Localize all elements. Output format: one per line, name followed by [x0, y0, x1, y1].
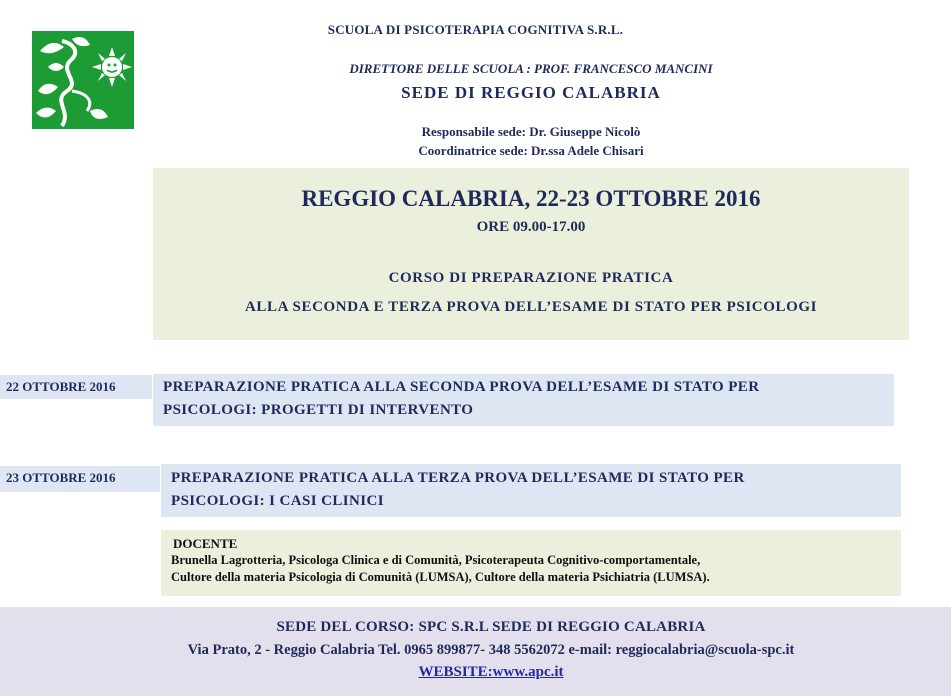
website-link[interactable]: WEBSITE:www.apc.it	[418, 664, 564, 680]
course-title-line2: ALLA SECONDA E TERZA PROVA DELL’ESAME DI STATO PER PSICOLOGI	[244, 299, 818, 315]
event-date: REGGIO CALABRIA, 22-23 OTTOBRE 2016	[301, 186, 761, 211]
footer-title: SEDE DEL CORSO: SPC S.R.L SEDE DI REGGIO CALABRIA	[276, 619, 706, 635]
docente-line1: Brunella Lagrotteria, Psicologa Clinica e di Comunità, Psicoterapeuta Cognitivo-comportamentale,	[171, 553, 701, 567]
docente-line2: Cultore della materia Psicologia di Comunità (LUMSA), Cultore della materia Psichiatria (LUMSA).	[171, 570, 710, 584]
school-name: SCUOLA DI PSICOTERAPIA COGNITIVA S.R.L.	[327, 22, 624, 37]
logo-plant-sun-icon	[32, 31, 134, 129]
school-logo	[32, 31, 134, 129]
event-box	[153, 168, 909, 340]
session-date-1: 22 OTTOBRE 2016	[0, 375, 152, 399]
session-1-line1: PREPARAZIONE PRATICA ALLA SECONDA PROVA DELL’ESAME DI STATO PER	[163, 379, 760, 395]
director-line: DIRETTORE DELLE SCUOLA : PROF. FRANCESCO MANCINI	[349, 61, 713, 76]
session-1-line2: PSICOLOGI: PROGETTI DI INTERVENTO	[163, 402, 474, 418]
docente-label: DOCENTE	[173, 536, 238, 551]
session-box-1	[153, 374, 894, 426]
coordinatrice-line: Coordinatrice sede: Dr.ssa Adele Chisari	[418, 143, 644, 158]
footer-website-row	[0, 664, 951, 681]
docente-box	[161, 530, 901, 596]
session-date-2: 23 OTTOBRE 2016	[0, 466, 160, 492]
footer	[0, 607, 951, 696]
session-box-2	[161, 464, 901, 517]
session-2-line2: PSICOLOGI: I CASI CLINICI	[171, 493, 384, 509]
footer-address: Via Prato, 2 - Reggio Calabria Tel. 0965 899877- 348 5562072 e-mail: reggiocalabria@scuola-spc.it	[187, 642, 795, 658]
session-2-line1: PREPARAZIONE PRATICA ALLA TERZA PROVA DELL’ESAME DI STATO PER	[171, 470, 745, 486]
course-title-line1: CORSO DI PREPARAZIONE PRATICA	[388, 270, 674, 286]
responsabile-line: Responsabile sede: Dr. Giuseppe Nicolò	[421, 124, 641, 139]
sede-title: SEDE DI REGGIO CALABRIA	[401, 83, 661, 102]
event-hours: ORE 09.00-17.00	[476, 219, 586, 235]
